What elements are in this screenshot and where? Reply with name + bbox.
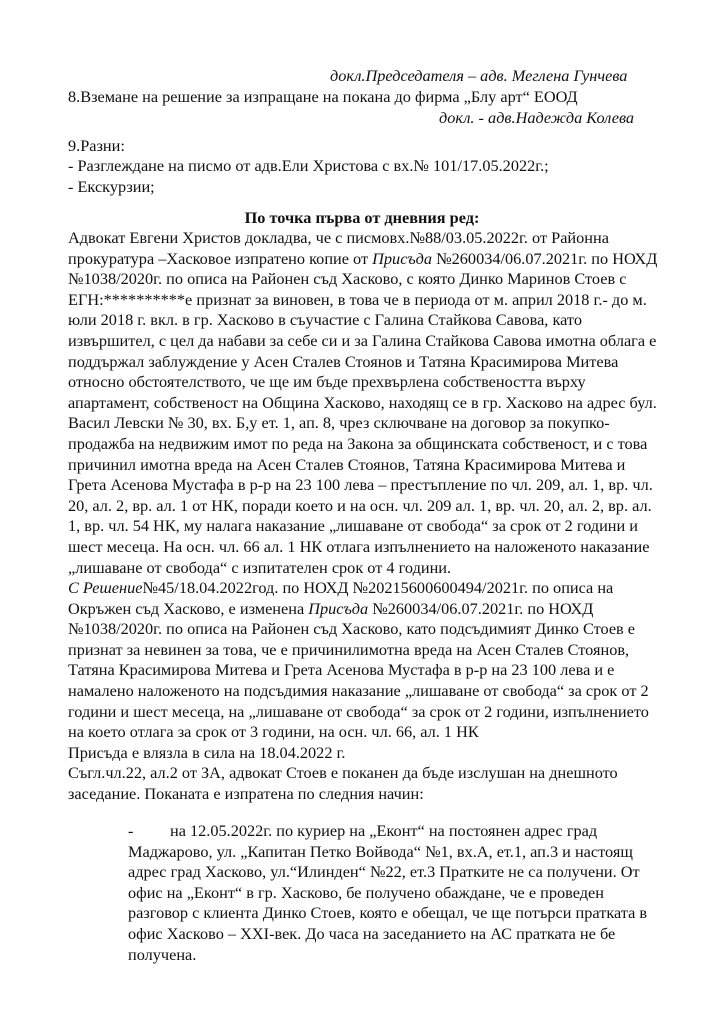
paragraph-2 [68, 578, 658, 743]
agenda-item-8: 8.Вземане на решение за изпращане на покана до фирма „Блу арт“ ЕООД [68, 87, 578, 106]
presuda-emphasis: Присъда [308, 598, 369, 618]
list-marker: - [128, 821, 134, 840]
agenda-item-9: 9.Разни: [68, 136, 125, 155]
presuda-emphasis: Присъда [372, 248, 433, 268]
body-text [68, 228, 658, 805]
paragraph-4: Съгл.чл.22, ал.2 от ЗА, адвокат Стоев е поканен да бъде изслушан на днешното заседание. Поканата е изпратена по следния начин: [68, 763, 618, 804]
reshenie-emphasis: С Решение [68, 578, 143, 598]
paragraph-1-part-1: Адвокат Евгени Христов докладва, че с писмовх.№88/03.05.2022г. от Районна прокуратура –Хасковое изпратено копие от [68, 228, 609, 268]
list-item-text: на 12.05.2022г. по куриер на „Еконт“ на постоянен адрес град Маджарово, ул. „Капитан Петко Войвода“ №1, вх.А, ет.1, ап.3 и настоящ адрес град Хасково, ул.“Илинден“ №22, ет.3 Пратките не са получени. От офис на „Еконт“ в гр. Хасково, бе получено обаждане, че е проведен разговор с клиента Динко Стоев, която е обещал, че ще потърси пратката в офис Хасково – XXI-век. До часа на заседанието на АС пратката не бе получена. [128, 821, 648, 964]
section-heading: По точка първа от дневния ред: [244, 208, 480, 227]
paragraph-2-part-2: №260034/06.07.2021г. по НОХД №1038/2020г. по описа на Районен съд Хасково, като подсъдимият Динко Стоев е признат за невинен за това, че е причинилимотна вреда на Асен Сталев Стоянов, Татяна Красимирова Митева и Грета Асенова Мустафа в р-р на 23 100 лева и е намалено наложеното на подсъдимия наказание „лишаване от свобода“ за срок от 2 години и шест месеца, на „лишаване от свобода“ за срок от 2 години, изпълнението на което отлага за срок от 3 години, на осн. чл. 66, ал. 1 НК [68, 598, 649, 742]
paragraph-1 [68, 228, 658, 578]
list-item [128, 821, 658, 965]
paragraph-3: Присъда е влязла в сила на 18.04.2022 г. [68, 742, 346, 762]
agenda-item-9-sub-1: - Разглеждане на писмо от адв.Ели Христова с вх.№ 101/17.05.2022г.; [68, 156, 549, 175]
paragraph-1-part-2: №260034/06.07.2021г. по НОХД №1038/2020г. по описа на Районен съд Хасково, с която Динко Маринов Стоев с ЕГН:**********е признат за виновен, в това че в периода от м. април 2018 г.- до м. юли 2018 г. вкл. в гр. Хасково в съучастие с Галина Стайкова Савова, като извършител, с цел да набави за себе си и за Галина Стайкова Савова имотна облага е поддържал заблуждение у Асен Сталев Стоянов и Татяна Красимирова Митева относно обстоятелството, че ще им бъде прехвърлена собствеността върху апартамент, собственост на Община Хасково, находящ се в гр. Хасково на адрес бул. Васил Левски № 30, вх. Б,у ет. 1, ап. 8, чрез сключване на договор за покупко-продажба на недвижим имот по реда на Закона за общинската собственост, и с това причинил имотна вреда на Асен Сталев Стоянов, Татяна Красимирова Митева и Грета Асенова Мустафа в р-р на 23 100 лева – престъпление по чл. 209, ал. 1, вр. чл. 20, ал. 2, вр. ал. 1 от НК, поради което и на осн. чл. 209 ал. 1, вр. чл. 20, ал. 2, вр. ал. 1, вр. чл. 54 НК, му налага наказание „лишаване от свобода“ за срок от 2 години и шест месеца. На осн. чл. 66 ал. 1 НК отлага изпълнението на наложеното наказание „лишаване от свобода“ с изпитателен срок от 4 години. [68, 248, 658, 577]
paragraph-2-part-1: №45/18.04.2022год. по НОХД №20215600600494/2021г. по описа на Окръжен съд Хасково, е изменена [68, 578, 614, 618]
reporter-line: докл.Председателя – адв. Меглена Гунчева [330, 66, 628, 85]
agenda-item-9-sub-2: - Екскурзии; [68, 177, 155, 196]
agenda-item-8-reporter: докл. - адв.Надежда Колева [439, 108, 635, 127]
